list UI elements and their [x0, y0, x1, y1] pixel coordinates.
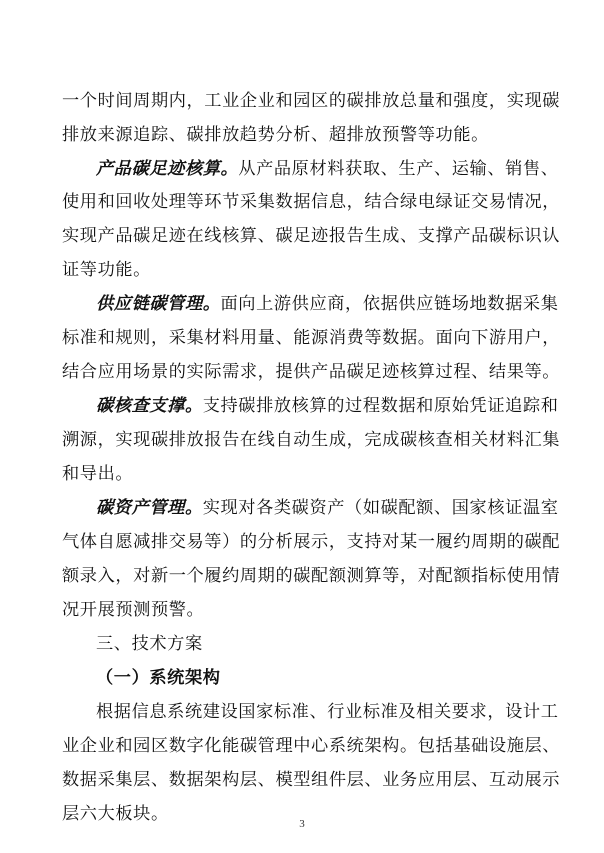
para4-line-1 [96, 396, 559, 416]
para1-line-2: 排放来源追踪、碳排放趋势分析、超排放预警等功能。 [62, 125, 489, 145]
para5-title: 碳资产管理。 [96, 498, 203, 518]
page-number: 3 [299, 818, 305, 830]
para2-line-3: 实现产品碳足迹在线核算、碳足迹报告生成、支撑产品碳标识认 [62, 226, 561, 246]
para5-line-2: 气体自愿减排交易等）的分析展示，支持对某一履约周期的碳配 [62, 532, 561, 552]
para4-line-2: 溯源，实现碳排放报告在线自动生成，完成碳核查相关材料汇集 [62, 430, 561, 450]
para5-line-1-text: 实现对各类碳资产（如碳配额、国家核证温室 [202, 498, 559, 518]
para5-line-4: 况开展预测预警。 [62, 600, 205, 620]
para2-line-1-text: 从产品原材料获取、生产、运输、销售、 [238, 159, 559, 179]
section-heading: 三、技术方案 [96, 634, 203, 654]
para6-line-3: 数据采集层、数据架构层、模型组件层、业务应用层、互动展示 [62, 770, 561, 790]
para5-line-3: 额录入，对新一个履约周期的碳配额测算等，对配额指标使用情 [62, 566, 561, 586]
para1-line-1: 一个时间周期内，工业企业和园区的碳排放总量和强度，实现碳 [62, 91, 561, 111]
para2-title: 产品碳足迹核算。 [96, 159, 239, 179]
para4-title: 碳核查支撑。 [96, 396, 203, 416]
para6-line-4: 层六大板块。 [62, 804, 169, 824]
para3-line-1 [96, 294, 559, 314]
para6-line-2: 业企业和园区数字化能碳管理中心系统架构。包括基础设施层、 [62, 736, 561, 756]
para4-line-3: 和导出。 [62, 464, 134, 484]
para3-line-1-text: 面向上游供应商，依据供应链场地数据采集 [220, 294, 559, 314]
para5-line-1 [96, 498, 559, 518]
para2-line-2: 使用和回收处理等环节采集数据信息，结合绿电绿证交易情况， [62, 192, 561, 212]
para3-line-2: 标准和规则，采集材料用量、能源消费等数据。面向下游用户， [62, 328, 561, 348]
para3-line-3: 结合应用场景的实际需求，提供产品碳足迹核算过程、结果等。 [62, 362, 561, 382]
para2-line-1 [96, 159, 559, 179]
para6-line-1: 根据信息系统建设国家标准、行业标准及相关要求，设计工 [96, 702, 559, 722]
para3-title: 供应链碳管理。 [96, 294, 221, 314]
para4-line-1-text: 支持碳排放核算的过程数据和原始凭证追踪和 [202, 396, 559, 416]
subsection-heading: （一）系统架构 [96, 668, 221, 688]
para2-line-4: 证等功能。 [62, 260, 151, 280]
